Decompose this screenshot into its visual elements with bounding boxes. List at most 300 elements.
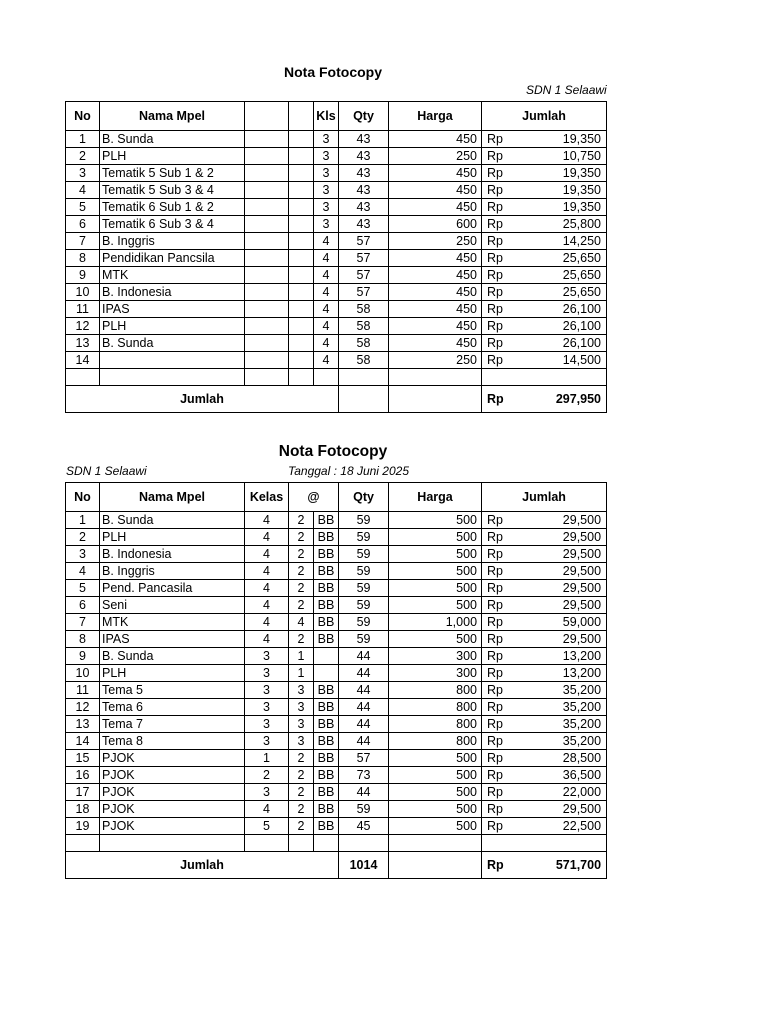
nota2-cell-unit: BB xyxy=(314,529,339,546)
nota2-header-qty: Qty xyxy=(339,483,389,512)
nota2-cell-nama: Tema 7 xyxy=(100,716,245,733)
nota1-cell-kls: 4 xyxy=(314,250,339,267)
nota2-cell-unit: BB xyxy=(314,597,339,614)
nota2-cell-kelas: 3 xyxy=(245,699,289,716)
nota1-cell-rp: Rp xyxy=(482,199,524,216)
nota1-cell-qty: 58 xyxy=(339,301,389,318)
nota1-cell-no: 13 xyxy=(66,335,100,352)
nota1-cell-no: 11 xyxy=(66,301,100,318)
nota2-cell-no: 16 xyxy=(66,767,100,784)
nota2-cell-rp: Rp xyxy=(482,767,524,784)
nota2-cell-nama: Tema 6 xyxy=(100,699,245,716)
nota1-header-qty: Qty xyxy=(339,102,389,131)
nota1-cell-empty-b xyxy=(289,267,314,284)
nota1-table-row xyxy=(66,301,607,318)
nota1-table-row xyxy=(66,199,607,216)
nota1-table-row xyxy=(66,165,607,182)
nota2-table-row xyxy=(66,648,607,665)
nota1-cell-qty: 43 xyxy=(339,131,389,148)
nota2-cell-rp: Rp xyxy=(482,631,524,648)
nota1-header-no: No xyxy=(66,102,100,131)
nota2-cell-no: 2 xyxy=(66,529,100,546)
nota1-cell-rp: Rp xyxy=(482,165,524,182)
nota2-header-jumlah: Jumlah xyxy=(482,483,607,512)
nota2-cell-unit: BB xyxy=(314,818,339,835)
nota2-cell-at: 2 xyxy=(289,801,314,818)
nota2-cell-kelas: 3 xyxy=(245,733,289,750)
nota1-cell-empty-a xyxy=(245,250,289,267)
nota2-cell-nama: B. Indonesia xyxy=(100,546,245,563)
nota2-title: Nota Fotocopy xyxy=(278,443,388,460)
nota1-cell-qty: 57 xyxy=(339,267,389,284)
nota1-cell-jumlah: 25,650 xyxy=(524,250,607,267)
nota2-cell-kelas: 2 xyxy=(245,767,289,784)
nota2-cell-jumlah: 35,200 xyxy=(524,716,607,733)
nota2-cell-qty: 73 xyxy=(339,767,389,784)
nota1-cell-empty-b xyxy=(289,318,314,335)
nota1-cell-no: 8 xyxy=(66,250,100,267)
nota2-cell-at: 4 xyxy=(289,614,314,631)
nota1-cell-empty-b xyxy=(289,199,314,216)
nota1-cell-empty-a xyxy=(245,182,289,199)
nota1-table-row xyxy=(66,182,607,199)
nota1-cell-empty-a xyxy=(245,131,289,148)
nota1-cell-nama: Pendidikan Pancsila xyxy=(100,250,245,267)
nota2-cell-qty: 59 xyxy=(339,614,389,631)
nota2-cell-qty: 59 xyxy=(339,512,389,529)
nota2-cell-rp: Rp xyxy=(482,580,524,597)
nota1-cell-kls: 4 xyxy=(314,352,339,369)
nota1-cell-qty: 43 xyxy=(339,182,389,199)
nota1-cell-qty: 43 xyxy=(339,165,389,182)
nota2-cell-kelas: 3 xyxy=(245,648,289,665)
nota1-cell-jumlah: 10,750 xyxy=(524,148,607,165)
nota2-cell-nama: PLH xyxy=(100,529,245,546)
nota1-cell-harga: 250 xyxy=(389,148,482,165)
nota2-cell-kelas: 4 xyxy=(245,512,289,529)
nota2-cell-rp: Rp xyxy=(482,682,524,699)
nota1-cell-rp: Rp xyxy=(482,267,524,284)
nota2-cell-harga: 500 xyxy=(389,512,482,529)
nota2-cell-kelas: 3 xyxy=(245,784,289,801)
nota1-cell-rp: Rp xyxy=(482,352,524,369)
nota1-cell-empty-b xyxy=(289,165,314,182)
nota1-school: SDN 1 Selaawi xyxy=(526,83,607,97)
nota1-cell-jumlah: 19,350 xyxy=(524,165,607,182)
nota1-table-row xyxy=(66,233,607,250)
nota1-cell-kls: 3 xyxy=(314,216,339,233)
nota2-table xyxy=(65,482,607,879)
nota2-cell-unit: BB xyxy=(314,733,339,750)
nota2-cell-rp: Rp xyxy=(482,716,524,733)
nota2-cell-rp: Rp xyxy=(482,750,524,767)
nota2-cell-at: 3 xyxy=(289,716,314,733)
nota1-cell-harga: 450 xyxy=(389,301,482,318)
nota2-table-row xyxy=(66,699,607,716)
nota1-cell-empty-b xyxy=(289,301,314,318)
nota2-cell-at: 2 xyxy=(289,580,314,597)
nota1-cell-kls: 3 xyxy=(314,199,339,216)
nota1-cell-no: 1 xyxy=(66,131,100,148)
nota2-table-row xyxy=(66,546,607,563)
nota2-cell-nama: PJOK xyxy=(100,767,245,784)
nota2-cell-no: 5 xyxy=(66,580,100,597)
nota1-table-row xyxy=(66,318,607,335)
nota1-cell-harga: 450 xyxy=(389,199,482,216)
nota1-cell-empty-b xyxy=(289,182,314,199)
nota2-cell-nama: Tema 8 xyxy=(100,733,245,750)
nota2-cell-jumlah: 22,000 xyxy=(524,784,607,801)
nota2-header-no: No xyxy=(66,483,100,512)
nota1-cell-kls: 3 xyxy=(314,182,339,199)
nota1-cell-empty-b xyxy=(289,335,314,352)
nota1-cell-empty-b xyxy=(289,131,314,148)
nota1-table-row xyxy=(66,250,607,267)
nota1-cell-qty: 43 xyxy=(339,216,389,233)
nota2-cell-nama: PJOK xyxy=(100,784,245,801)
nota2-cell-unit: BB xyxy=(314,512,339,529)
nota2-cell-harga: 500 xyxy=(389,801,482,818)
nota2-cell-rp: Rp xyxy=(482,546,524,563)
nota2-cell-at: 2 xyxy=(289,563,314,580)
nota2-total-row xyxy=(66,852,607,879)
nota2-cell-no: 14 xyxy=(66,733,100,750)
nota2-cell-harga: 500 xyxy=(389,529,482,546)
nota2-cell-rp: Rp xyxy=(482,529,524,546)
nota2-header-nama: Nama Mpel xyxy=(100,483,245,512)
nota1-cell-no: 10 xyxy=(66,284,100,301)
nota1-cell-jumlah: 19,350 xyxy=(524,199,607,216)
nota1-total-rp: Rp xyxy=(482,386,524,413)
nota2-cell-at: 2 xyxy=(289,512,314,529)
nota2-cell-harga: 500 xyxy=(389,818,482,835)
nota2-cell-unit: BB xyxy=(314,614,339,631)
nota1-cell-kls: 4 xyxy=(314,267,339,284)
nota1-table-row xyxy=(66,284,607,301)
nota2-cell-at: 2 xyxy=(289,767,314,784)
nota2-cell-harga: 500 xyxy=(389,563,482,580)
nota1-cell-harga: 450 xyxy=(389,131,482,148)
nota1-cell-no: 9 xyxy=(66,267,100,284)
nota1-cell-rp: Rp xyxy=(482,250,524,267)
nota2-cell-harga: 500 xyxy=(389,597,482,614)
nota1-cell-nama: Tematik 6 Sub 3 & 4 xyxy=(100,216,245,233)
nota2-cell-harga: 500 xyxy=(389,767,482,784)
nota2-cell-harga: 500 xyxy=(389,580,482,597)
nota2-cell-qty: 44 xyxy=(339,733,389,750)
nota2-cell-at: 2 xyxy=(289,818,314,835)
nota1-cell-nama: PLH xyxy=(100,148,245,165)
nota1-cell-empty-b xyxy=(289,233,314,250)
nota2-cell-unit: BB xyxy=(314,716,339,733)
nota1-cell-nama: MTK xyxy=(100,267,245,284)
nota2-school: SDN 1 Selaawi xyxy=(66,464,147,478)
nota2-cell-unit: BB xyxy=(314,546,339,563)
nota1-cell-no: 3 xyxy=(66,165,100,182)
nota1-cell-empty-a xyxy=(245,165,289,182)
nota1-cell-harga: 600 xyxy=(389,216,482,233)
nota2-cell-no: 6 xyxy=(66,597,100,614)
nota2-cell-nama: Pend. Pancasila xyxy=(100,580,245,597)
nota2-cell-jumlah: 29,500 xyxy=(524,512,607,529)
nota1-cell-kls: 4 xyxy=(314,318,339,335)
nota2-cell-harga: 500 xyxy=(389,546,482,563)
nota2-cell-unit: BB xyxy=(314,750,339,767)
nota1-total-row xyxy=(66,386,607,413)
nota2-cell-no: 4 xyxy=(66,563,100,580)
nota2-cell-harga: 800 xyxy=(389,682,482,699)
nota2-cell-no: 10 xyxy=(66,665,100,682)
nota2-cell-nama: B. Sunda xyxy=(100,648,245,665)
nota2-cell-unit: BB xyxy=(314,784,339,801)
nota2-cell-no: 18 xyxy=(66,801,100,818)
nota2-table-row xyxy=(66,563,607,580)
nota2-cell-at: 1 xyxy=(289,665,314,682)
nota1-cell-qty: 57 xyxy=(339,233,389,250)
nota2-cell-nama: PJOK xyxy=(100,801,245,818)
nota2-table-row xyxy=(66,614,607,631)
nota2-cell-nama: IPAS xyxy=(100,631,245,648)
nota2-cell-rp: Rp xyxy=(482,733,524,750)
nota2-cell-nama: PLH xyxy=(100,665,245,682)
nota2-cell-unit: BB xyxy=(314,767,339,784)
nota2-table-row xyxy=(66,682,607,699)
nota1-cell-qty: 43 xyxy=(339,148,389,165)
nota2-cell-jumlah: 29,500 xyxy=(524,546,607,563)
nota1-header-row xyxy=(66,102,607,131)
nota1-cell-harga: 450 xyxy=(389,335,482,352)
nota2-cell-rp: Rp xyxy=(482,784,524,801)
nota1-cell-harga: 250 xyxy=(389,352,482,369)
nota2-cell-rp: Rp xyxy=(482,648,524,665)
nota1-header-nama: Nama Mpel xyxy=(100,102,245,131)
nota1-cell-jumlah: 25,800 xyxy=(524,216,607,233)
nota1-cell-empty-a xyxy=(245,216,289,233)
nota1-cell-no: 6 xyxy=(66,216,100,233)
nota2-header-row xyxy=(66,483,607,512)
nota1-cell-jumlah: 14,250 xyxy=(524,233,607,250)
nota1-table-row xyxy=(66,131,607,148)
nota2-cell-qty: 45 xyxy=(339,818,389,835)
nota2-cell-jumlah: 59,000 xyxy=(524,614,607,631)
nota1-cell-harga: 450 xyxy=(389,318,482,335)
nota2-cell-jumlah: 35,200 xyxy=(524,733,607,750)
nota2-cell-jumlah: 22,500 xyxy=(524,818,607,835)
nota2-cell-at: 2 xyxy=(289,750,314,767)
nota1-table-row xyxy=(66,148,607,165)
nota2-cell-qty: 57 xyxy=(339,750,389,767)
nota2-cell-kelas: 1 xyxy=(245,750,289,767)
nota2-table-row xyxy=(66,580,607,597)
nota2-table-row xyxy=(66,716,607,733)
nota1-cell-empty-a xyxy=(245,199,289,216)
nota1-cell-kls: 3 xyxy=(314,165,339,182)
nota2-cell-kelas: 4 xyxy=(245,801,289,818)
nota2-cell-rp: Rp xyxy=(482,597,524,614)
nota1-cell-kls: 4 xyxy=(314,233,339,250)
nota2-cell-rp: Rp xyxy=(482,614,524,631)
nota2-cell-harga: 300 xyxy=(389,648,482,665)
nota2-cell-jumlah: 29,500 xyxy=(524,529,607,546)
nota1-cell-nama xyxy=(100,352,245,369)
nota1-cell-nama: Tematik 6 Sub 1 & 2 xyxy=(100,199,245,216)
nota2-cell-kelas: 3 xyxy=(245,682,289,699)
nota1-cell-jumlah: 25,650 xyxy=(524,284,607,301)
nota2-cell-rp: Rp xyxy=(482,563,524,580)
nota2-cell-rp: Rp xyxy=(482,665,524,682)
nota1-cell-rp: Rp xyxy=(482,131,524,148)
nota2-table-row xyxy=(66,818,607,835)
nota2-cell-kelas: 5 xyxy=(245,818,289,835)
nota2-cell-nama: PJOK xyxy=(100,818,245,835)
nota1-total-label: Jumlah xyxy=(66,386,339,413)
nota2-cell-qty: 59 xyxy=(339,801,389,818)
nota2-table-row xyxy=(66,631,607,648)
nota1-cell-rp: Rp xyxy=(482,335,524,352)
nota2-cell-kelas: 4 xyxy=(245,529,289,546)
nota1-cell-qty: 57 xyxy=(339,284,389,301)
nota2-table-row xyxy=(66,801,607,818)
nota2-cell-harga: 500 xyxy=(389,784,482,801)
nota1-cell-harga: 450 xyxy=(389,250,482,267)
nota2-cell-unit xyxy=(314,648,339,665)
nota2-cell-qty: 59 xyxy=(339,631,389,648)
nota2-cell-no: 12 xyxy=(66,699,100,716)
nota2-cell-jumlah: 29,500 xyxy=(524,563,607,580)
nota1-cell-harga: 450 xyxy=(389,165,482,182)
nota2-cell-qty: 59 xyxy=(339,563,389,580)
nota1-cell-empty-b xyxy=(289,352,314,369)
nota2-cell-qty: 44 xyxy=(339,699,389,716)
nota1-cell-empty-a xyxy=(245,233,289,250)
nota2-table-row xyxy=(66,733,607,750)
nota2-cell-nama: B. Sunda xyxy=(100,512,245,529)
nota1-cell-kls: 4 xyxy=(314,335,339,352)
nota2-cell-at: 3 xyxy=(289,733,314,750)
nota1-table-row xyxy=(66,352,607,369)
nota1-cell-rp: Rp xyxy=(482,233,524,250)
nota1-cell-qty: 58 xyxy=(339,318,389,335)
nota2-cell-jumlah: 36,500 xyxy=(524,767,607,784)
nota2-cell-jumlah: 13,200 xyxy=(524,648,607,665)
nota2-cell-no: 9 xyxy=(66,648,100,665)
nota2-cell-at: 3 xyxy=(289,682,314,699)
nota1-cell-jumlah: 26,100 xyxy=(524,301,607,318)
nota2-cell-qty: 44 xyxy=(339,716,389,733)
nota2-cell-no: 8 xyxy=(66,631,100,648)
nota2-cell-at: 2 xyxy=(289,529,314,546)
nota2-cell-harga: 500 xyxy=(389,750,482,767)
nota1-cell-nama: B. Inggris xyxy=(100,233,245,250)
nota2-header-kelas: Kelas xyxy=(245,483,289,512)
nota1-header-harga: Harga xyxy=(389,102,482,131)
nota1-cell-no: 4 xyxy=(66,182,100,199)
nota1-cell-jumlah: 19,350 xyxy=(524,131,607,148)
nota1-cell-harga: 450 xyxy=(389,267,482,284)
nota2-cell-unit xyxy=(314,665,339,682)
nota2-cell-harga: 300 xyxy=(389,665,482,682)
nota2-cell-harga: 800 xyxy=(389,716,482,733)
nota2-table-row xyxy=(66,512,607,529)
nota1-table-row xyxy=(66,267,607,284)
nota2-total-qty: 1014 xyxy=(339,852,389,879)
nota1-header-kls: Kls xyxy=(314,102,339,131)
nota1-cell-nama: Tematik 5 Sub 3 & 4 xyxy=(100,182,245,199)
nota2-cell-no: 3 xyxy=(66,546,100,563)
nota2-cell-nama: Seni xyxy=(100,597,245,614)
nota2-table-row xyxy=(66,784,607,801)
nota2-cell-no: 17 xyxy=(66,784,100,801)
nota2-cell-at: 3 xyxy=(289,699,314,716)
nota1-table xyxy=(65,101,607,413)
nota2-cell-no: 1 xyxy=(66,512,100,529)
nota1-cell-kls: 3 xyxy=(314,131,339,148)
nota2-cell-rp: Rp xyxy=(482,801,524,818)
nota1-cell-jumlah: 25,650 xyxy=(524,267,607,284)
nota2-cell-no: 11 xyxy=(66,682,100,699)
nota2-cell-kelas: 4 xyxy=(245,546,289,563)
nota2-cell-kelas: 3 xyxy=(245,665,289,682)
nota2-cell-at: 2 xyxy=(289,546,314,563)
nota2-cell-kelas: 4 xyxy=(245,631,289,648)
nota2-cell-qty: 59 xyxy=(339,580,389,597)
nota2-cell-rp: Rp xyxy=(482,699,524,716)
nota2-cell-unit: BB xyxy=(314,682,339,699)
nota1-table-row xyxy=(66,335,607,352)
nota2-cell-nama: PJOK xyxy=(100,750,245,767)
nota1-cell-nama: PLH xyxy=(100,318,245,335)
nota1-cell-empty-a xyxy=(245,267,289,284)
nota1-cell-jumlah: 26,100 xyxy=(524,318,607,335)
nota1-cell-empty-a xyxy=(245,284,289,301)
nota1-cell-no: 14 xyxy=(66,352,100,369)
nota2-cell-nama: B. Inggris xyxy=(100,563,245,580)
nota1-cell-no: 5 xyxy=(66,199,100,216)
nota2-cell-unit: BB xyxy=(314,801,339,818)
nota2-cell-kelas: 4 xyxy=(245,614,289,631)
nota1-cell-rp: Rp xyxy=(482,284,524,301)
nota1-cell-nama: IPAS xyxy=(100,301,245,318)
nota1-cell-qty: 58 xyxy=(339,335,389,352)
nota1-cell-jumlah: 26,100 xyxy=(524,335,607,352)
nota1-cell-kls: 4 xyxy=(314,301,339,318)
nota2-cell-kelas: 4 xyxy=(245,597,289,614)
nota1-cell-qty: 57 xyxy=(339,250,389,267)
nota1-total-amount: 297,950 xyxy=(524,386,607,413)
nota1-cell-rp: Rp xyxy=(482,301,524,318)
nota2-cell-jumlah: 35,200 xyxy=(524,682,607,699)
nota1-cell-empty-b xyxy=(289,284,314,301)
nota2-cell-jumlah: 29,500 xyxy=(524,631,607,648)
nota2-cell-harga: 800 xyxy=(389,733,482,750)
nota2-date: Tanggal : 18 Juni 2025 xyxy=(288,464,409,478)
nota2-cell-unit: BB xyxy=(314,580,339,597)
nota2-cell-unit: BB xyxy=(314,563,339,580)
nota2-cell-rp: Rp xyxy=(482,818,524,835)
nota1-cell-empty-a xyxy=(245,335,289,352)
nota2-cell-qty: 44 xyxy=(339,665,389,682)
nota2-table-row xyxy=(66,597,607,614)
nota2-total-amount: 571,700 xyxy=(524,852,607,879)
nota2-cell-harga: 500 xyxy=(389,631,482,648)
nota2-cell-at: 1 xyxy=(289,648,314,665)
nota1-cell-empty-a xyxy=(245,352,289,369)
nota2-header-at: @ xyxy=(289,483,339,512)
nota1-cell-kls: 3 xyxy=(314,148,339,165)
nota2-cell-jumlah: 29,500 xyxy=(524,597,607,614)
nota2-cell-no: 15 xyxy=(66,750,100,767)
nota2-cell-jumlah: 13,200 xyxy=(524,665,607,682)
